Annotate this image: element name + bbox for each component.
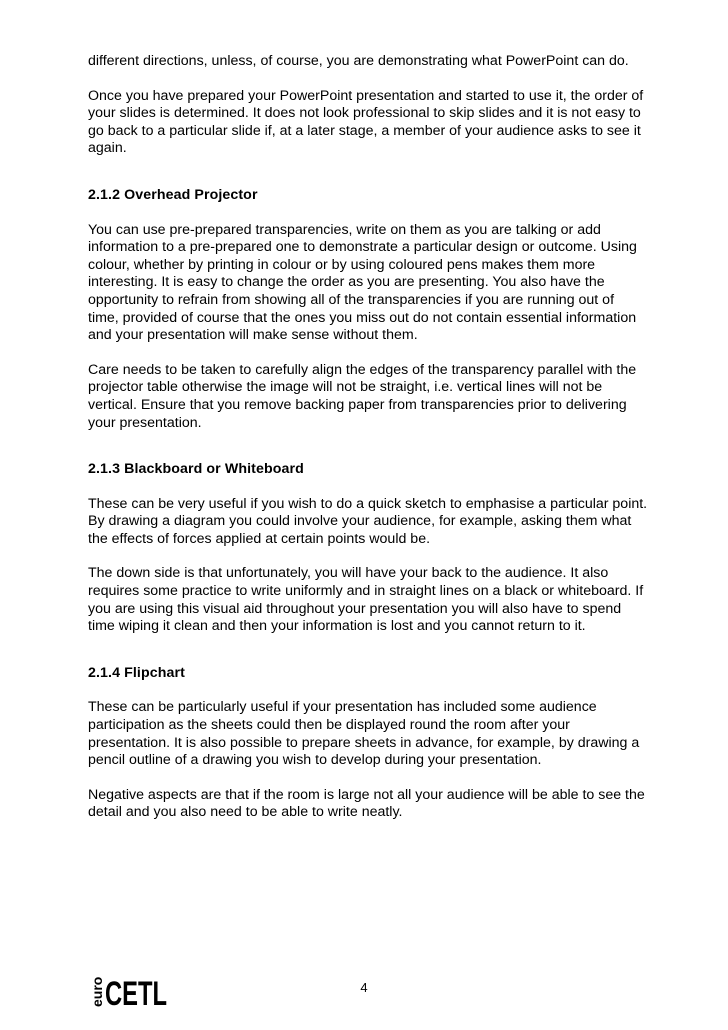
cetl-logo-small-text: euro — [89, 976, 105, 1007]
section-heading-overhead-projector: 2.1.2 Overhead Projector — [88, 186, 258, 203]
document-body — [88, 53, 648, 839]
paragraph: You can use pre-prepared transparencies, write on them as you are talking or add information to a pre-prepared one to demonstrate a particular design or outcome. Using colour, whether by printing in colour or by using coloured pens makes them more interesting. It is easy to change the order as you are presenting. You also have the opportunity to refrain from showing all of the transparencies if you are running out of time, provided of course that the ones you miss out do not contain essential information and your presentation will make sense without them. — [88, 221, 637, 344]
paragraph: different directions, unless, of course, you are demonstrating what PowerPoint can do. — [88, 53, 629, 69]
paragraph: These can be particularly useful if your presentation has included some audience participation as the sheets could then be displayed round the room after your presentation. It is also possible to prepare sheets in advance, for example, by drawing a pencil outline of a drawing you wish to develop during your presentation. — [88, 699, 640, 769]
section-heading-flipchart: 2.1.4 Flipchart — [88, 664, 185, 681]
section-heading-blackboard-whiteboard: 2.1.3 Blackboard or Whiteboard — [88, 461, 304, 478]
paragraph: Negative aspects are that if the room is large not all your audience will be able to see the detail and you also need to be able to write neatly. — [88, 786, 645, 821]
paragraph: The down side is that unfortunately, you will have your back to the audience. It also requires some practice to write uniformly and in straight lines on a black or whiteboard. If you are using this visual aid throughout your presentation you will also have to spend time wiping it clean and then your information is lost and you cannot return to it. — [88, 565, 644, 635]
cetl-logo-text: CETL — [105, 975, 167, 1013]
page-number: 4 — [360, 980, 368, 995]
paragraph: Care needs to be taken to carefully align the edges of the transparency parallel with the projector table otherwise the image will not be straight, i.e. vertical lines will not be vertical. Ensure that you remove backing paper from transparencies prior to delivering your presentation. — [88, 361, 637, 431]
paragraph: Once you have prepared your PowerPoint presentation and started to use it, the order of your slides is determined. It does not look professional to skip slides and it is not easy to go back to a particular slide if, at a later stage, a member of your audience asks to see it again. — [88, 87, 644, 157]
cetl-logo — [87, 974, 169, 1013]
paragraph: These can be very useful if you wish to do a quick sketch to emphasise a particular point. By drawing a diagram you could involve your audience, for example, asking them what the effects of forces applied at certain points would be. — [88, 495, 648, 547]
